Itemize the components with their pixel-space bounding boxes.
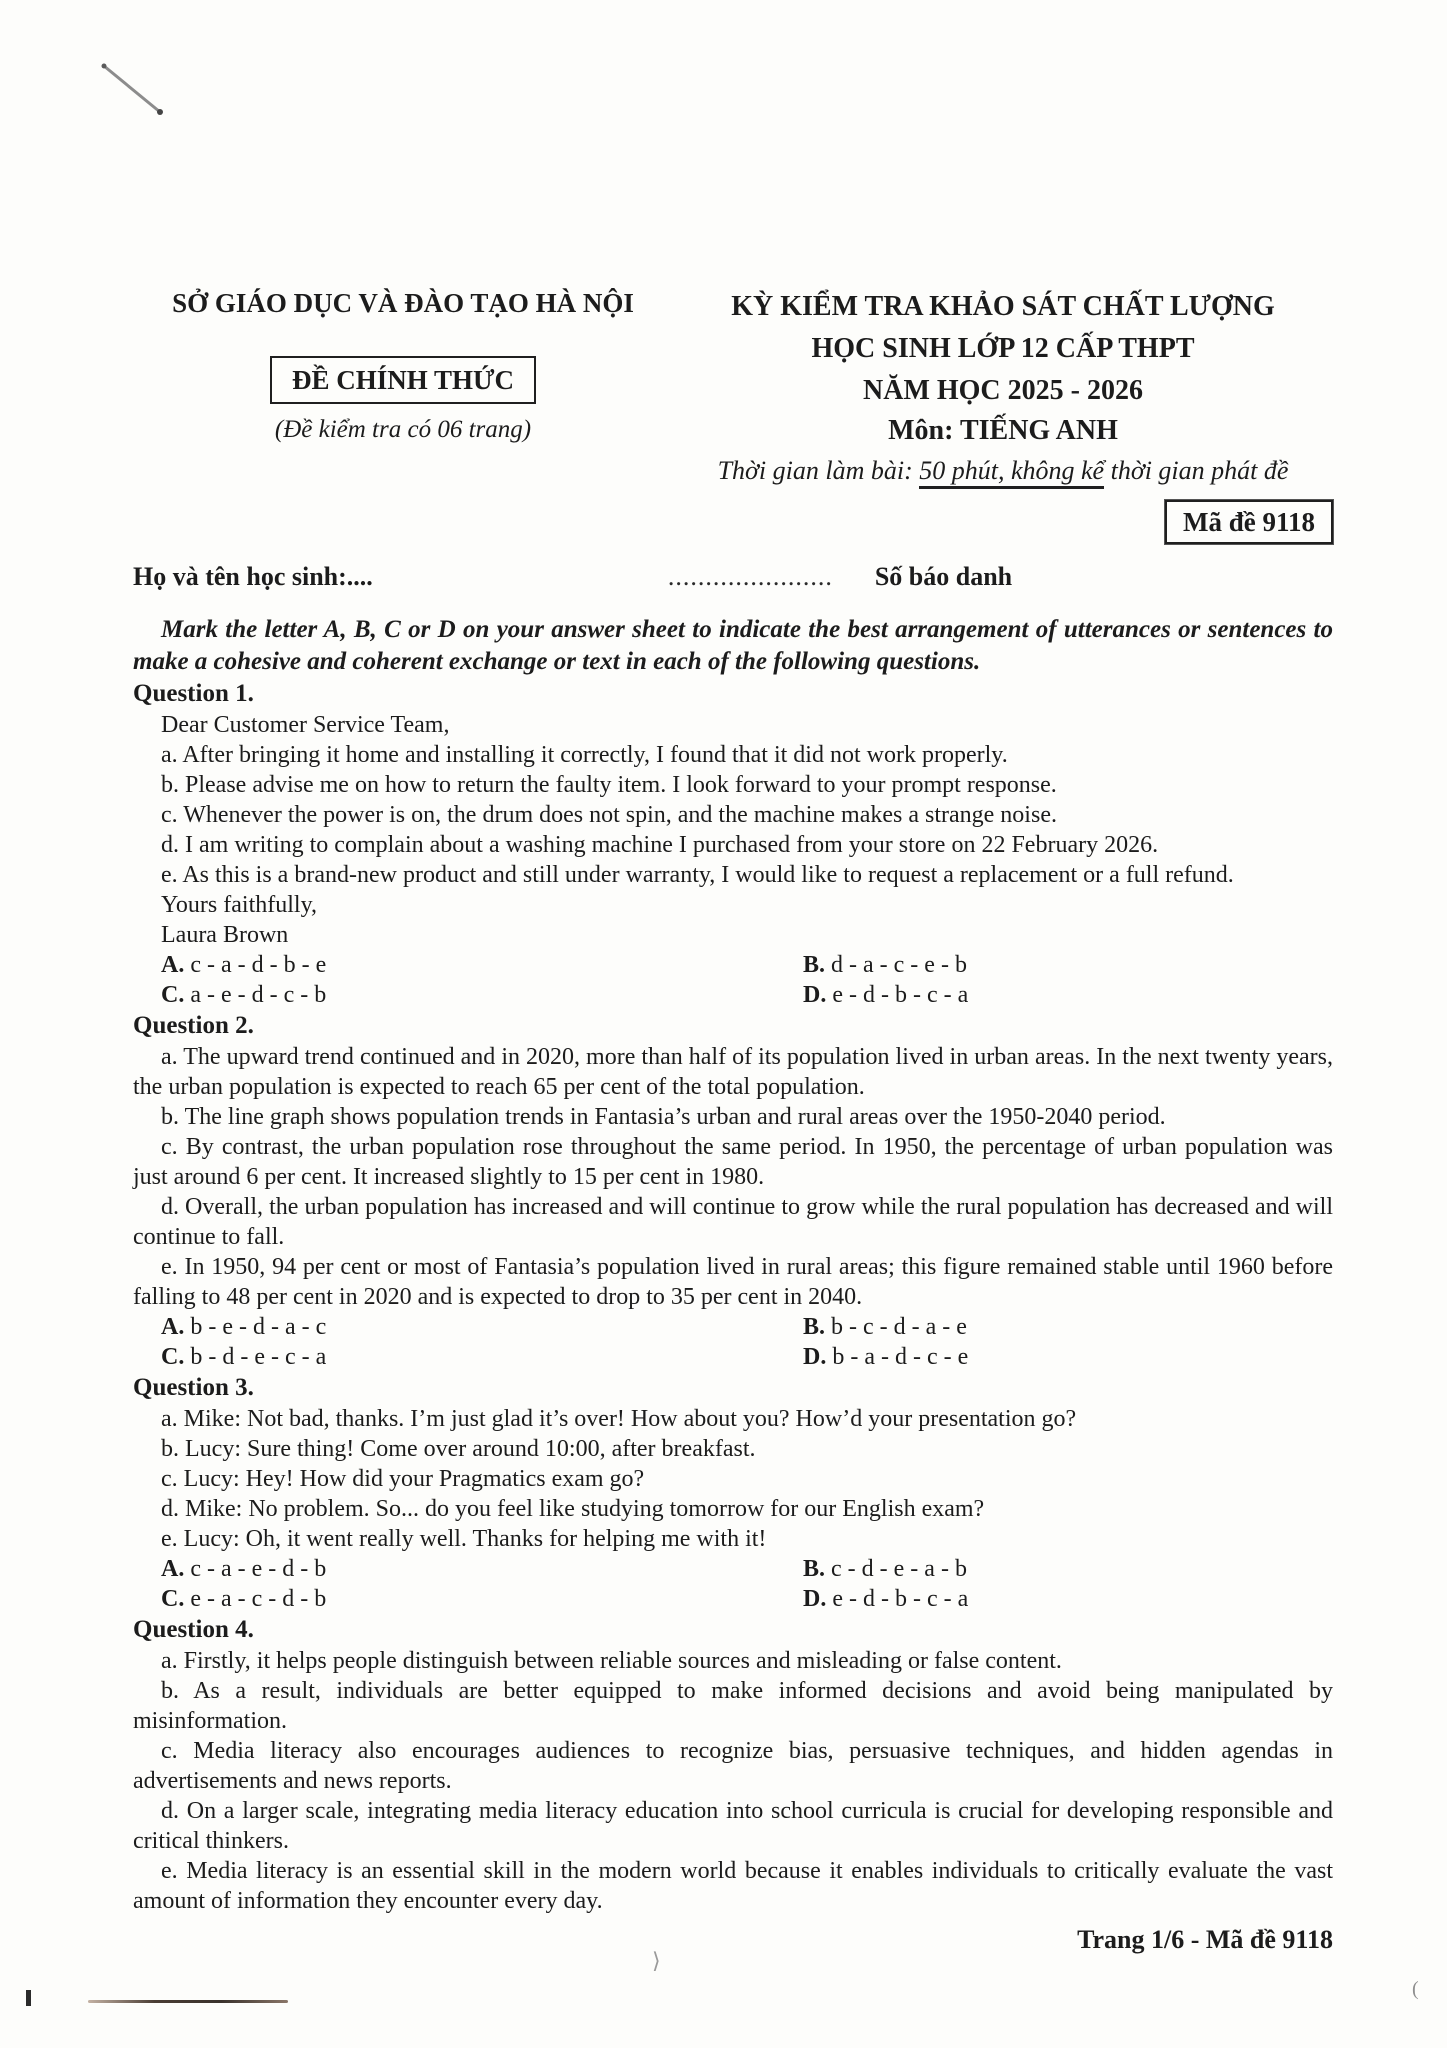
question-line: Yours faithfully,	[161, 892, 318, 918]
scan-squiggle-artifact: (	[1412, 1978, 1419, 2000]
option-text: b - d - e - c - a	[190, 1344, 327, 1370]
student-info-row	[133, 562, 1333, 592]
option-text: b - a - d - c - e	[832, 1344, 969, 1370]
time-limit-underlined: 50 phút, không kể	[919, 456, 1104, 489]
official-exam-label: ĐỀ CHÍNH THỨC	[291, 365, 515, 395]
scan-squiggle-artifact: ⟩	[652, 1948, 661, 1973]
exam-header	[133, 286, 1333, 492]
question-line: d. I am writing to complain about a washing machine I purchased from your store on 22 February 2026.	[161, 832, 1159, 858]
time-limit-suffix: thời gian phát đề	[1104, 456, 1289, 485]
exam-code-row	[133, 500, 1333, 544]
student-id-label: Số báo danh	[874, 562, 1013, 591]
option-c	[133, 1584, 775, 1614]
option-text: b - e - d - a - c	[190, 1314, 327, 1340]
option-label: A.	[161, 1314, 185, 1340]
option-label: D.	[803, 1344, 827, 1370]
question-1-title: Question 1.	[133, 680, 254, 707]
option-b	[775, 950, 1333, 980]
student-name-label: Họ và tên học sinh:....	[133, 562, 373, 591]
option-a	[133, 1312, 775, 1342]
option-label: B.	[803, 952, 826, 978]
question-1-options	[133, 950, 1333, 1010]
department-name: SỞ GIÁO DỤC VÀ ĐÀO TẠO HÀ NỘI	[172, 288, 634, 318]
option-text: c - a - e - d - b	[190, 1556, 327, 1582]
option-b	[775, 1312, 1333, 1342]
option-text: e - a - c - d - b	[190, 1586, 327, 1612]
exam-title-line3: NĂM HỌC 2025 - 2026	[863, 375, 1143, 406]
question-4	[133, 1614, 1333, 1916]
question-line: e. As this is a brand-new product and still under warranty, I would like to request a replacement or a full refund.	[161, 862, 1234, 888]
option-d	[775, 1584, 1333, 1614]
time-limit-prefix: Thời gian làm bài:	[717, 456, 920, 485]
scan-line-artifact	[88, 2000, 288, 2003]
question-line: c. Media literacy also encourages audiences to recognize bias, persuasive techniques, and hidden agendas in advertisements and news reports.	[133, 1738, 1333, 1794]
question-line: e. Media literacy is an essential skill in the modern world because it enables individuals to critically evaluate the vast amount of information they encounter every day.	[133, 1858, 1333, 1914]
option-text: a - e - d - c - b	[190, 982, 327, 1008]
question-2-options	[133, 1312, 1333, 1372]
question-line: b. The line graph shows population trends in Fantasia’s urban and rural areas over the 1950-2040 period.	[161, 1104, 1166, 1130]
question-line: a. Firstly, it helps people distinguish between reliable sources and misleading or false content.	[161, 1648, 1062, 1674]
question-line: a. The upward trend continued and in 2020, more than half of its population lived in urban areas. In the next twenty years, the urban population is expected to reach 65 per cent of the total population.	[133, 1044, 1333, 1100]
question-line: a. Mike: Not bad, thanks. I’m just glad it’s over! How about you? How’d your presentation go?	[161, 1406, 1077, 1432]
header-left-column	[133, 286, 673, 492]
question-3-options	[133, 1554, 1333, 1614]
option-label: A.	[161, 1556, 185, 1582]
question-line: d. On a larger scale, integrating media literacy education into school curricula is crucial for developing responsible and critical thinkers.	[133, 1798, 1333, 1854]
exam-title-line1: KỲ KIỂM TRA KHẢO SÁT CHẤT LƯỢNG	[731, 291, 1275, 322]
question-line: Dear Customer Service Team,	[161, 712, 450, 738]
option-text: e - d - b - c - a	[832, 1586, 969, 1612]
option-label: C.	[161, 1586, 185, 1612]
scan-mark-tick	[26, 1990, 31, 2006]
question-2-title: Question 2.	[133, 1012, 254, 1039]
subject-line: Môn: TIẾNG ANH	[888, 415, 1118, 446]
option-label: B.	[803, 1314, 826, 1340]
question-line: b. Please advise me on how to return the faulty item. I look forward to your prompt response.	[161, 772, 1057, 798]
question-line: a. After bringing it home and installing it correctly, I found that it did not work properly.	[161, 742, 1008, 768]
exam-title-line2: HỌC SINH LỚP 12 CẤP THPT	[811, 333, 1195, 364]
question-line: b. Lucy: Sure thing! Come over around 10:00, after breakfast.	[161, 1436, 756, 1462]
time-limit-line	[673, 450, 1333, 492]
option-c	[133, 1342, 775, 1372]
question-1	[133, 678, 1333, 1010]
option-label: D.	[803, 982, 827, 1008]
option-label: C.	[161, 982, 185, 1008]
option-a	[133, 1554, 775, 1584]
option-a	[133, 950, 775, 980]
exam-pages-note: (Đề kiểm tra có 06 trang)	[274, 416, 532, 443]
option-text: c - a - d - b - e	[190, 952, 327, 978]
option-text: e - d - b - c - a	[832, 982, 969, 1008]
question-line: c. Lucy: Hey! How did your Pragmatics exam go?	[161, 1466, 645, 1492]
option-label: A.	[161, 952, 185, 978]
question-line: e. In 1950, 94 per cent or most of Fantasia’s population lived in rural areas; this figure remained stable until 1960 before falling to 48 per cent in 2020 and is expected to drop to 35 per cent in 2040.	[133, 1254, 1333, 1310]
option-label: D.	[803, 1586, 827, 1612]
question-line: b. As a result, individuals are better equipped to make informed decisions and avoid being manipulated by misinformation.	[133, 1678, 1333, 1734]
option-label: C.	[161, 1344, 185, 1370]
question-3-title: Question 3.	[133, 1374, 254, 1401]
option-text: b - c - d - a - e	[831, 1314, 967, 1340]
option-text: d - a - c - e - b	[831, 952, 967, 978]
question-4-title: Question 4.	[133, 1616, 254, 1643]
question-line: d. Overall, the urban population has increased and will continue to grow while the rural population has decreased and will continue to fall.	[133, 1194, 1333, 1250]
page-footer: Trang 1/6 - Mã đề 9118	[1077, 1925, 1333, 1954]
question-line: Laura Brown	[161, 922, 289, 948]
dotted-line: ......................	[667, 562, 833, 591]
header-right-column	[673, 286, 1333, 492]
question-line: d. Mike: No problem. So... do you feel like studying tomorrow for our English exam?	[161, 1496, 985, 1522]
option-c	[133, 980, 775, 1010]
exam-code-box: Mã đề 9118	[1165, 500, 1333, 544]
question-line: c. Whenever the power is on, the drum does not spin, and the machine makes a strange noise.	[161, 802, 1057, 828]
option-b	[775, 1554, 1333, 1584]
question-3	[133, 1372, 1333, 1614]
official-exam-box	[270, 356, 536, 404]
option-d	[775, 980, 1333, 1010]
option-label: B.	[803, 1556, 826, 1582]
question-line: e. Lucy: Oh, it went really well. Thanks for helping me with it!	[161, 1526, 767, 1552]
instruction-text: Mark the letter A, B, C or D on your answer sheet to indicate the best arrangement of utterances or sentences to make a cohesive and coherent exchange or text in each of the following questions.	[133, 616, 1333, 675]
page-content	[133, 0, 1333, 1956]
question-line: c. By contrast, the urban population rose throughout the same period. In 1950, the percentage of urban population was just around 6 per cent. It increased slightly to 15 per cent in 1980.	[133, 1134, 1333, 1190]
option-d	[775, 1342, 1333, 1372]
question-2	[133, 1010, 1333, 1372]
option-text: c - d - e - a - b	[831, 1556, 967, 1582]
